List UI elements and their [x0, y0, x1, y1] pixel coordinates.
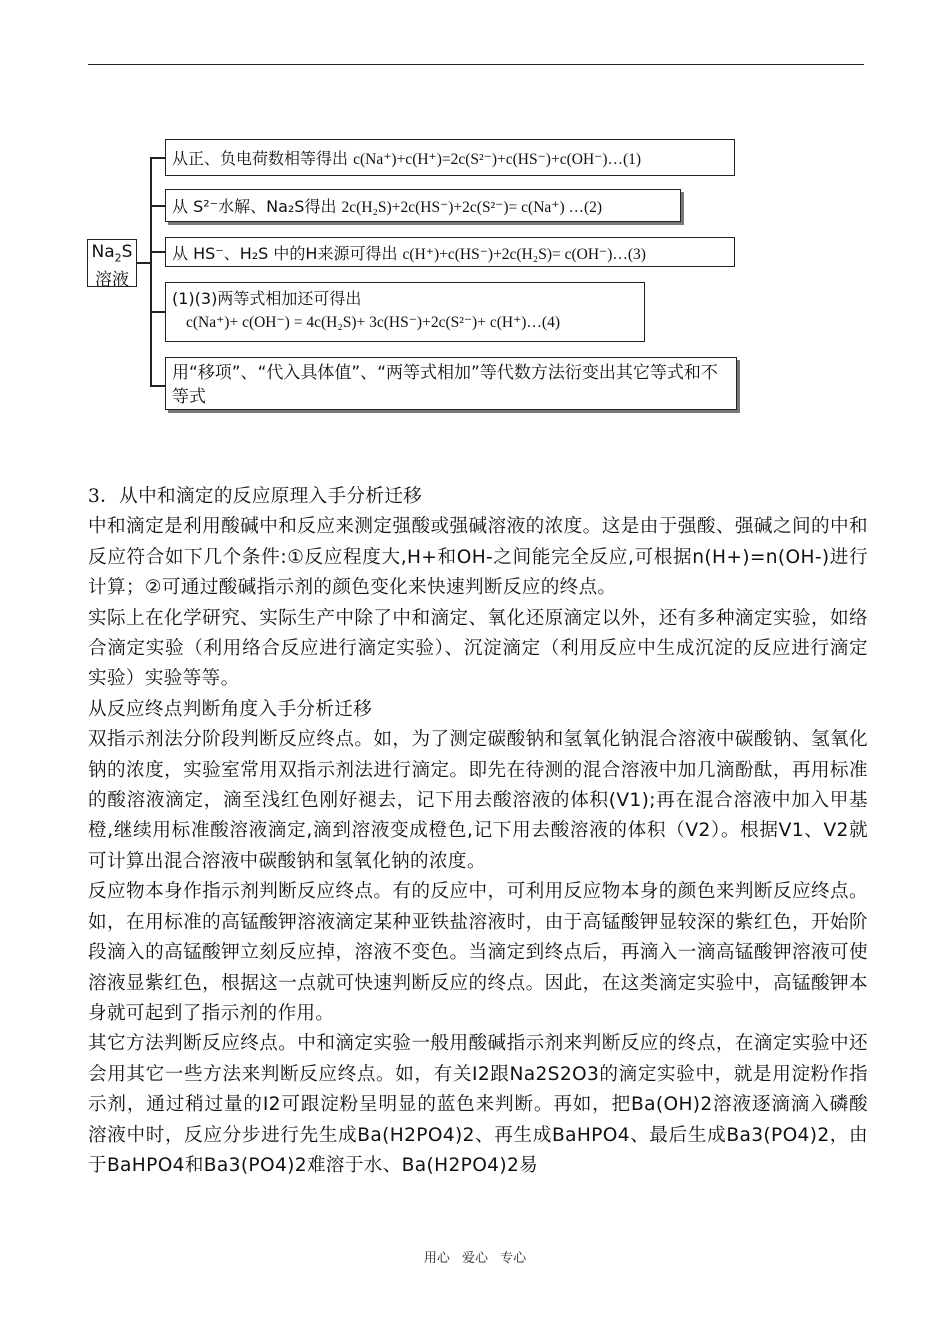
branch-equation: c(Na⁺)+c(H⁺)=2c(S²⁻)+c(HS⁻)+c(OH⁻)…(1): [353, 151, 642, 168]
branch-equation: 2c(H₂S)+2c(HS⁻)+2c(S²⁻)= c(Na⁺) …(2): [341, 199, 603, 216]
connector-branch-2: [150, 205, 165, 207]
paragraph: 中和滴定是利用酸碱中和反应来测定强酸或强碱溶液的浓度。这是由于强酸、强碱之间的中和反应符合如下几个条件:①反应程度大,H+和OH-之间能完全反应,可根据n(H+)=n(OH-)进行计算；②可通过酸碱指示剂的颜色变化来快速判断反应的终点。: [88, 516, 868, 599]
branch-label: 从 S²⁻水解、Na₂S得出: [172, 197, 337, 216]
diagram-branch-4: [165, 282, 645, 342]
diagram-branch-3: [165, 237, 735, 267]
root-formula-tail: S: [121, 242, 133, 262]
paragraph: 反应物本身作指示剂判断反应终点。有的反应中，可利用反应物本身的颜色来判断反应终点。如，在用标准的高锰酸钾溶液滴定某种亚铁盐溶液时，由于高锰酸钾显较深的紫红色，开始阶段滴入的高锰酸钾立刻反应掉，溶液不变色。当滴定到终点后，再滴入一滴高锰酸钾溶液可使溶液显紫红色，根据这一点就可快速判断反应的终点。因此，在这类滴定实验中，高锰酸钾本身就可起到了指示剂的作用。: [88, 881, 868, 1024]
paragraph: 实际上在化学研究、实际生产中除了中和滴定、氧化还原滴定以外，还有多种滴定实验，如络合滴定实验（利用络合反应进行滴定实验）、沉淀滴定（利用反应中生成沉淀的反应进行滴定实验）实验等等。: [88, 607, 868, 690]
branch-equation: c(H⁺)+c(HS⁻)+2c(H₂S)= c(OH⁻)…(3): [402, 246, 646, 263]
branch-label: 从正、负电荷数相等得出: [172, 149, 349, 168]
connector-trunk: [150, 157, 152, 385]
connector-branch-5: [150, 385, 165, 387]
diagram-branch-1: [165, 139, 735, 176]
na2s-solution-diagram: [0, 0, 950, 430]
connector-branch-4: [150, 311, 165, 313]
branch-label: 从 HS⁻、H₂S 中的H来源可得出: [172, 244, 398, 263]
connector-branch-1: [150, 157, 165, 159]
paragraph: 其它方法判断反应终点。中和滴定实验一般用酸碱指示剂来判断反应的终点，在滴定实验中还会用其它一些方法来判断反应终点。如，有关I2跟Na2S2O3的滴定实验中，就是用淀粉作指示剂，通过稍过量的I2可跟淀粉呈明显的蓝色来判断。再如，把Ba(OH)2溶液逐滴滴入磷酸溶液中时，反应分步进行先生成Ba(H2PO4)2、再生成BaHPO4、最后生成Ba3(PO4)2，由于BaHPO4和Ba3(PO4)2难溶于水、Ba(H2PO4)2易: [88, 1033, 868, 1176]
connector-branch-3: [150, 251, 165, 253]
page-footer: 用心 爱心 专心: [423, 1251, 527, 1266]
diagram-branch-2: [165, 189, 681, 222]
root-label: 溶液: [95, 270, 129, 291]
diagram-branch-5: [165, 357, 737, 410]
branch-label: (1)(3)两等式相加还可得出: [172, 289, 362, 308]
branch-label: 用“移项”、“代入具体值”、“两等式相加”等代数方法衍变出其它等式和不等式: [172, 363, 718, 407]
diagram-root-box: [87, 239, 137, 291]
connector-root: [137, 262, 150, 264]
branch-equation: c(Na⁺)+ c(OH⁻) = 4c(H₂S)+ 3c(HS⁻)+2c(S²⁻)+ c(H⁺)…(4): [186, 314, 560, 331]
section-heading: 3．从中和滴定的反应原理入手分析迁移: [88, 486, 423, 507]
paragraph: 双指示剂法分阶段判断反应终点。如，为了测定碳酸钠和氢氧化钠混合溶液中碳酸钠、氢氧化钠的浓度，实验室常用双指示剂法进行滴定。即先在待测的混合溶液中加几滴酚酞，再用标准的酸溶液滴定，滴至浅红色刚好褪去，记下用去酸溶液的体积(V1);再在混合溶液中加入甲基橙,继续用标准酸溶液滴定,滴到溶液变成橙色,记下用去酸溶液的体积（V2）。根据V1、V2就可计算出混合溶液中碳酸钠和氢氧化钠的浓度。: [88, 729, 868, 872]
root-formula: Na: [91, 242, 115, 262]
document-body: [88, 482, 868, 1181]
root-formula-sub: 2: [114, 251, 122, 265]
subheading: 从反应终点判断角度入手分析迁移: [88, 698, 373, 720]
